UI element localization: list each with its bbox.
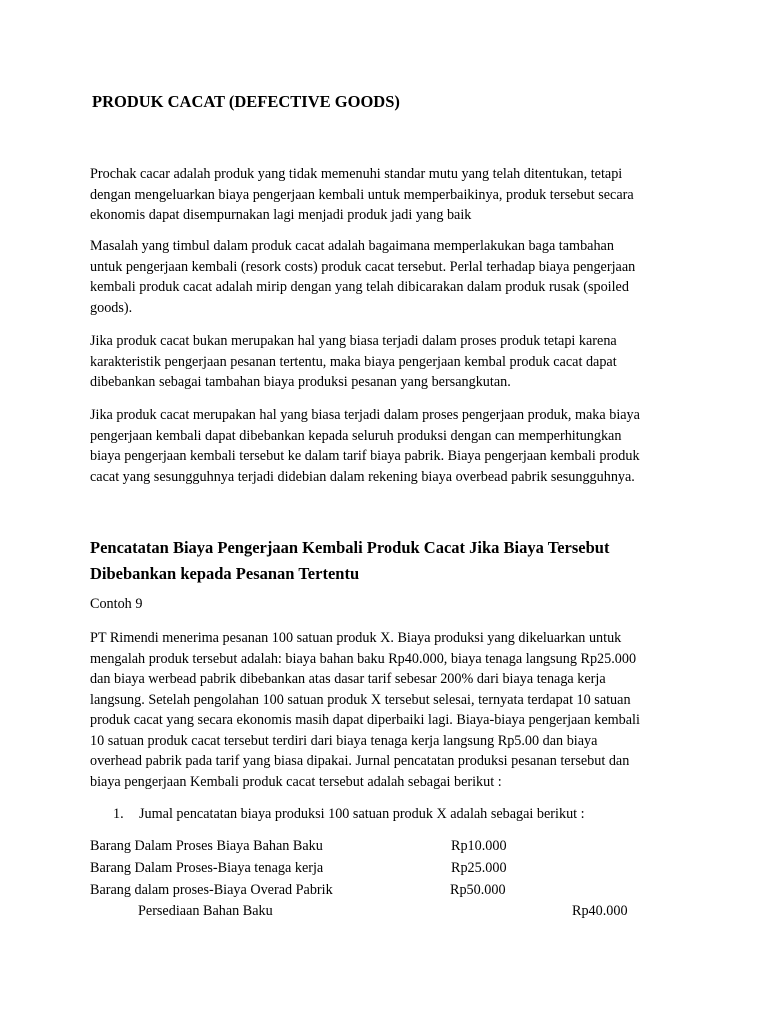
text-line: kembali produk cacat adalah mirip dengan yang telah dibicarakan dalam produk rusak (spoiled — [90, 279, 629, 295]
example-label: Contoh 9 — [90, 596, 143, 612]
text-line: mengalah produk tersebut adalah: biaya bahan baku Rp40.000, biaya tenaga langsung Rp25.000 — [90, 650, 637, 667]
text-line: pengerjaan kembali dapat dibebankan kepada seluruh produksi dengan can memperhitungkan — [90, 427, 622, 444]
text-line: biaya pengerjaan Kembali produk cacat tersebut adalah sebagai berikut : — [90, 773, 502, 790]
text-line: Masalah yang timbul dalam produk cacat adalah bagaimana memperlakukan baga tambahan — [90, 238, 614, 254]
text-line: Jika produk cacat bukan merupakan hal yang biasa terjadi dalam proses produk tetapi karena — [90, 333, 617, 349]
section-heading-line: Pencatatan Biaya Pengerjaan Kembali Produk Cacat Jika Biaya Tersebut — [90, 538, 610, 557]
text-line: untuk pengerjaan kembali (resork costs) produk cacat tersebut. Perlal terhadap biaya pengerjaan — [90, 258, 636, 275]
list-number: 1. — [113, 806, 124, 822]
section-heading — [90, 535, 609, 587]
text-line: ekonomis dapat disempurnakan lagi menjadi produk jadi yang baik — [90, 207, 472, 223]
text-line: cacat yang sesungguhnya terjadi didebian dalam rekening biaya overbead pabrik sesungguhnya. — [90, 468, 635, 485]
text-line: dan biaya werbead pabrik dibebankan atas dasar tarif sebesar 200% dari biaya tenaga kerja — [90, 671, 606, 687]
text-line: produk cacat yang secara ekonomis masih dapat diperbaiki lagi. Biaya-biaya pengerjaan kembali — [90, 712, 640, 728]
text-line: overhead pabrik pada tarif yang biasa dipakai. Jurnal pencatatan produksi pesanan tersebut dan — [90, 753, 630, 769]
paragraph-specific-order — [90, 331, 690, 393]
section-heading-line: Dibebankan kepada Pesanan Tertentu — [90, 564, 360, 583]
text-line: PT Rimendi menerima pesanan 100 satuan produk X. Biaya produksi yang dikeluarkan untuk — [90, 630, 622, 646]
text-line: goods). — [90, 299, 133, 316]
text-line: biaya pengerjaan kembali tersebut ke dalam tarif biaya pabrik. Biaya pengerjaan kembali produk — [90, 448, 640, 464]
journal-debit: Rp50.000 — [450, 882, 506, 898]
journal-account: Barang Dalam Proses Biaya Bahan Baku — [90, 838, 323, 854]
list-item — [113, 806, 585, 823]
text-line: 10 satuan produk cacat tersebut terdiri dari biaya tenaga kerja langsung Rp5.00 dan biaya — [90, 732, 598, 749]
example-paragraph — [90, 628, 690, 792]
text-line: Prochak cacar adalah produk yang tidak memenuhi standar mutu yang telah ditentukan, tetapi — [90, 166, 623, 182]
document-title: PRODUK CACAT (DEFECTIVE GOODS) — [92, 92, 400, 111]
list-item-text: Jumal pencatatan biaya produksi 100 satuan produk X adalah sebagai berikut : — [139, 806, 585, 822]
journal-debit: Rp10.000 — [451, 838, 507, 854]
text-line: Jika produk cacat merupakan hal yang biasa terjadi dalam proses pengerjaan produk, maka biaya — [90, 407, 640, 423]
text-line: dibebankan sebagai tambahan biaya produksi pesanan yang bersangkutan. — [90, 374, 511, 390]
journal-account: Barang dalam proses-Biaya Overad Pabrik — [90, 882, 333, 898]
paragraph-normal-process — [90, 405, 690, 487]
journal-account: Persediaan Bahan Baku — [138, 903, 273, 919]
paragraph-problem — [90, 236, 690, 318]
text-line: karakteristik pengerjaan pesanan tertentu, maka biaya pengerjaan kembal produk cacat dapat — [90, 353, 617, 370]
journal-credit: Rp40.000 — [572, 903, 628, 919]
text-line: langsung. Setelah pengolahan 100 satuan produk X tersebut selesai, ternyata terdapat 10 satuan — [90, 691, 631, 708]
journal-account: Barang Dalam Proses-Biaya tenaga kerja — [90, 860, 324, 876]
text-line: dengan mengeluarkan biaya pengerjaan kembali untuk memperbaikinya, produk tersebut secara — [90, 186, 634, 203]
paragraph-definition — [90, 164, 690, 226]
journal-debit: Rp25.000 — [451, 860, 507, 876]
